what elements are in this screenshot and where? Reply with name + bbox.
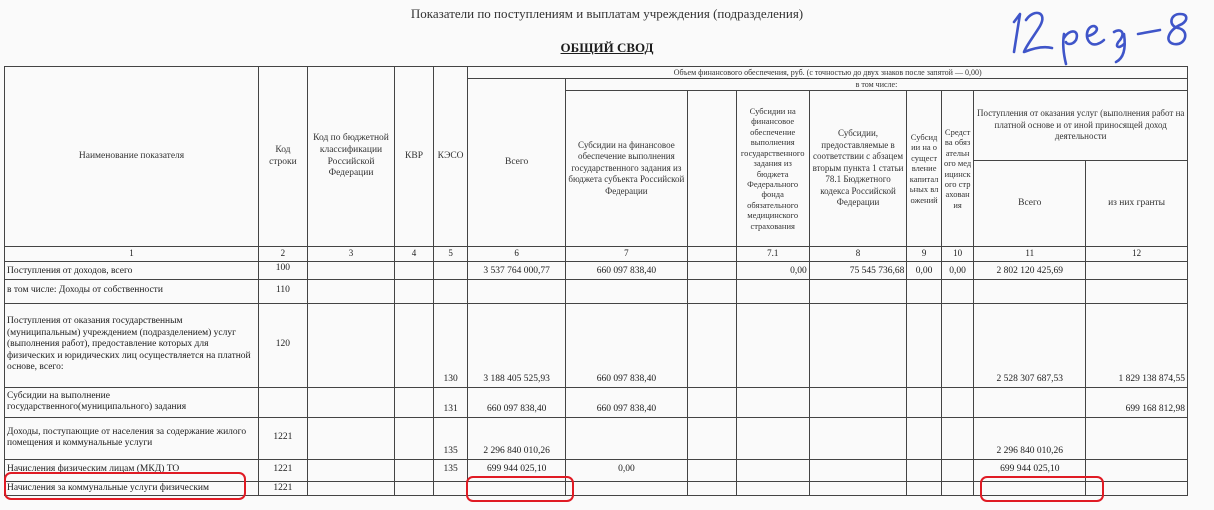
header-empty	[687, 91, 736, 247]
header-funding: Объем финансового обеспечения, руб. (с точностью до двух знаков после запятой — 0,00)	[468, 67, 1188, 79]
empty-cell	[565, 417, 687, 459]
row-c12	[1086, 261, 1188, 279]
empty-cell	[1086, 459, 1188, 481]
empty-cell	[687, 261, 736, 279]
row-kesco	[433, 261, 468, 279]
empty-cell	[809, 387, 907, 417]
row-kesco: 135	[433, 459, 468, 481]
handwritten-note	[1000, 0, 1210, 72]
header-oms: Средства обязательного медицинского страхования	[941, 91, 974, 247]
row-c11: 2 528 307 687,53	[974, 303, 1086, 387]
col-number: 9	[907, 247, 942, 262]
row-name: Начисления за коммунальные услуги физическим	[5, 481, 259, 496]
row-total: 699 944 025,10	[468, 459, 566, 481]
empty-cell	[974, 481, 1086, 496]
header-subsidy-state: Субсидии на финансовое обеспечение выполнения государственного задания из бюджета субъекта Российской Федерации	[565, 91, 687, 247]
empty-cell	[809, 481, 907, 496]
col-number: 7.1	[736, 247, 809, 262]
empty-cell	[687, 303, 736, 387]
header-budget-code: Код по бюджетной классификации Российской Федерации	[307, 67, 394, 247]
row-c11: 2 802 120 425,69	[974, 261, 1086, 279]
empty-cell	[736, 459, 809, 481]
empty-cell	[565, 279, 687, 303]
row-total: 660 097 838,40	[468, 387, 566, 417]
row-c11: 699 944 025,10	[974, 459, 1086, 481]
document-title: Показатели по поступлениям и выплатам учреждения (подразделения)	[410, 6, 804, 21]
col-number: 8	[809, 247, 907, 262]
row-name: Поступления от доходов, всего	[5, 261, 259, 279]
header-subsidy-oms: Субсидии на финансовое обеспечение выполнения государственного задания из бюджета Федерального фонда обязательного медицинского страхования	[736, 91, 809, 247]
empty-cell	[433, 279, 468, 303]
row-code: 120	[259, 303, 308, 387]
empty-cell	[941, 387, 974, 417]
row-c7: 660 097 838,40	[565, 261, 687, 279]
empty-cell	[907, 481, 942, 496]
col-number: 11	[974, 247, 1086, 262]
empty-cell	[307, 261, 394, 279]
row-name: в том числе: Доходы от собственности	[5, 279, 259, 303]
empty-cell	[974, 387, 1086, 417]
row-name: Субсидии на выполнение государственного(муниципального) задания	[5, 387, 259, 417]
table-row	[5, 481, 1188, 496]
empty-cell	[395, 417, 434, 459]
row-code: 1221	[259, 417, 308, 459]
col-number: 3	[307, 247, 394, 262]
empty-cell	[395, 459, 434, 481]
empty-cell	[809, 459, 907, 481]
empty-cell	[687, 387, 736, 417]
empty-cell	[307, 417, 394, 459]
empty-cell	[941, 303, 974, 387]
col-number: 2	[259, 247, 308, 262]
document-subtitle: ОБЩИЙ СВОД	[560, 40, 654, 55]
empty-cell	[307, 387, 394, 417]
empty-cell	[468, 481, 566, 496]
row-total: 3 188 405 525,93	[468, 303, 566, 387]
header-grants: из них гранты	[1086, 161, 1188, 247]
empty-cell	[307, 279, 394, 303]
empty-cell	[395, 303, 434, 387]
row-c7: 660 097 838,40	[565, 303, 687, 387]
header-total: Всего	[468, 79, 566, 247]
empty-cell	[941, 459, 974, 481]
table-row	[5, 261, 1188, 279]
col-number: 10	[941, 247, 974, 262]
row-c7: 0,00	[565, 459, 687, 481]
row-total: 3 537 764 000,77	[468, 261, 566, 279]
col-number: 1	[5, 247, 259, 262]
empty-cell	[736, 387, 809, 417]
table-row	[5, 387, 1188, 417]
empty-cell	[687, 279, 736, 303]
empty-cell	[565, 481, 687, 496]
row-name: Начисления физическим лицам (МКД) ТО	[5, 459, 259, 481]
header-name: Наименование показателя	[5, 67, 259, 247]
header-code: Код строки	[259, 67, 308, 247]
col-number: 7	[565, 247, 687, 262]
header-paid-services: Поступления от оказания услуг (выполнения работ на платной основе и от иной приносящей доход деятельности	[974, 91, 1188, 161]
empty-cell	[941, 481, 974, 496]
col-number: 12	[1086, 247, 1188, 262]
empty-cell	[736, 279, 809, 303]
row-name: Поступления от оказания государственным (муниципальным) учреждением (подразделением) услуг (выполнения работ), предоставление которых для физических и юридических лиц осуществляется на платной основе, всего:	[5, 303, 259, 387]
empty-cell	[907, 417, 942, 459]
empty-cell	[687, 417, 736, 459]
row-code: 1221	[259, 459, 308, 481]
row-c11: 2 296 840 010,26	[974, 417, 1086, 459]
table-row	[5, 303, 1188, 387]
header-paid-total: Всего	[974, 161, 1086, 247]
row-kesco: 131	[433, 387, 468, 417]
empty-cell	[307, 303, 394, 387]
empty-cell	[307, 459, 394, 481]
header-subsidy-781: Субсидии, предоставляемые в соответствии с абзацем вторым пункта 1 статьи 78.1 Бюджетного кодекса Российской Федерации	[809, 91, 907, 247]
empty-cell	[736, 417, 809, 459]
empty-cell	[687, 459, 736, 481]
row-c10: 0,00	[941, 261, 974, 279]
col-number-empty	[687, 247, 736, 262]
empty-cell	[1086, 279, 1188, 303]
row-c9: 0,00	[907, 261, 942, 279]
header-including: в том числе:	[565, 79, 1187, 91]
table-row	[5, 279, 1188, 303]
indicators-table	[4, 66, 1188, 496]
empty-cell	[809, 303, 907, 387]
row-code	[259, 387, 308, 417]
row-code: 1221	[259, 481, 308, 496]
empty-cell	[1086, 481, 1188, 496]
row-c12: 699 168 812,98	[1086, 387, 1188, 417]
empty-cell	[395, 481, 434, 496]
table-row	[5, 459, 1188, 481]
empty-cell	[395, 279, 434, 303]
empty-cell	[736, 303, 809, 387]
empty-cell	[468, 279, 566, 303]
empty-cell	[907, 303, 942, 387]
empty-cell	[687, 481, 736, 496]
empty-cell	[307, 481, 394, 496]
row-c8: 75 545 736,68	[809, 261, 907, 279]
empty-cell	[433, 481, 468, 496]
header-capital: Субсидии на осуществление капитальных вложений	[907, 91, 942, 247]
row-c7: 660 097 838,40	[565, 387, 687, 417]
row-kesco: 130	[433, 303, 468, 387]
empty-cell	[907, 387, 942, 417]
table-row	[5, 417, 1188, 459]
row-code: 100	[259, 261, 308, 279]
row-name: Доходы, поступающие от населения за содержание жилого помещения и коммунальные услуги	[5, 417, 259, 459]
empty-cell	[395, 261, 434, 279]
row-c12: 1 829 138 874,55	[1086, 303, 1188, 387]
col-number: 4	[395, 247, 434, 262]
empty-cell	[736, 481, 809, 496]
header-kesco: КЭСО	[433, 67, 468, 247]
col-number: 5	[433, 247, 468, 262]
empty-cell	[907, 279, 942, 303]
empty-cell	[941, 417, 974, 459]
empty-cell	[809, 417, 907, 459]
empty-cell	[809, 279, 907, 303]
empty-cell	[974, 279, 1086, 303]
row-code: 110	[259, 279, 308, 303]
empty-cell	[1086, 417, 1188, 459]
empty-cell	[395, 387, 434, 417]
empty-cell	[907, 459, 942, 481]
col-number: 6	[468, 247, 566, 262]
row-total: 2 296 840 010,26	[468, 417, 566, 459]
header-kvr: КВР	[395, 67, 434, 247]
empty-cell	[941, 279, 974, 303]
row-c71: 0,00	[736, 261, 809, 279]
row-kesco: 135	[433, 417, 468, 459]
